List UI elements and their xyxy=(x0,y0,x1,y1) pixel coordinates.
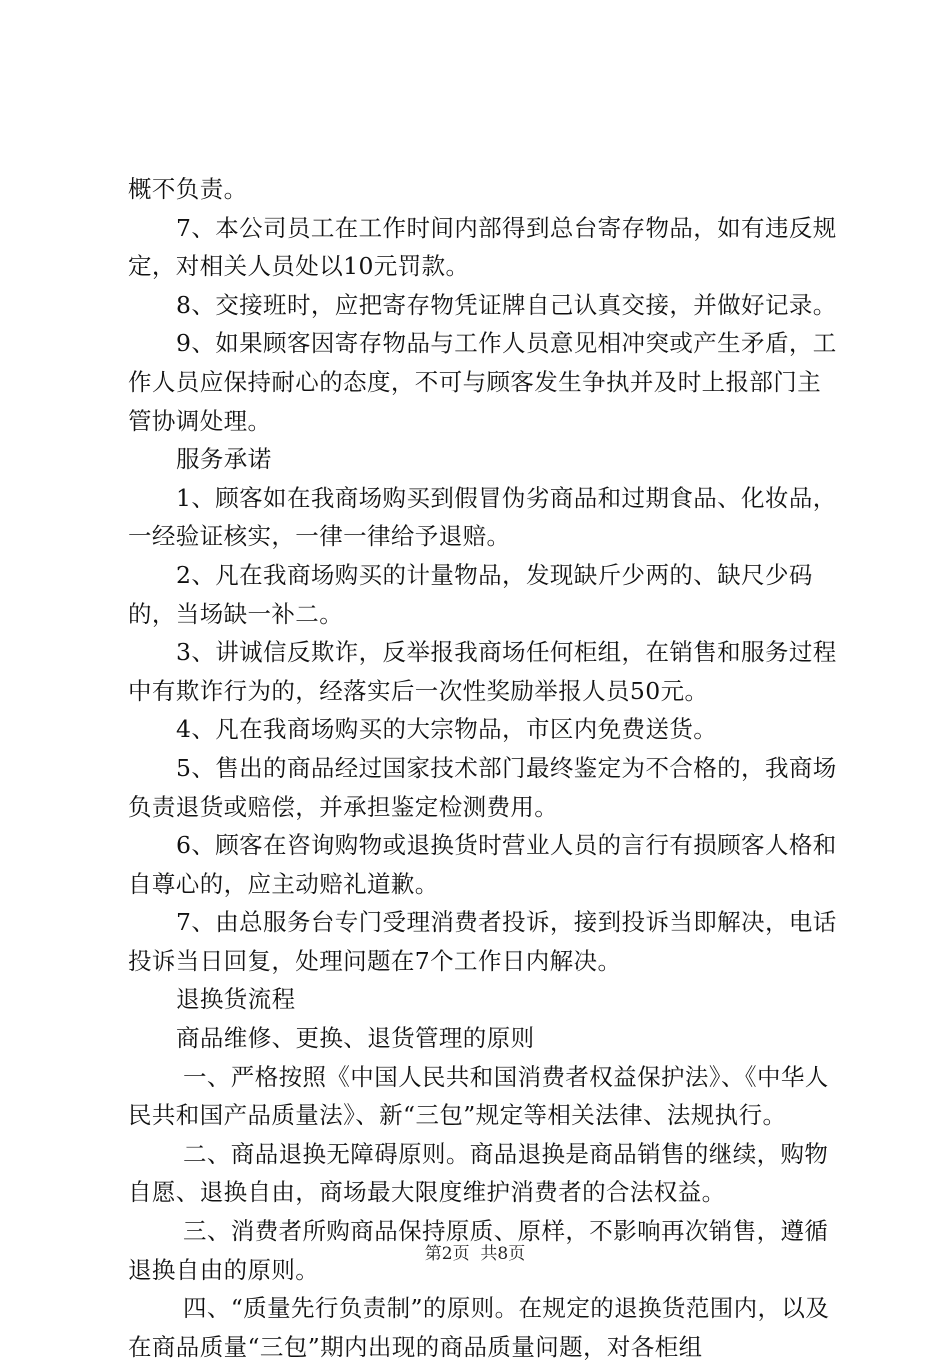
paragraph: 二、商品退换无障碍原则。商品退换是商品销售的继续，购物自愿、退换自由，商场最大限度维护消费者的合法权益。 xyxy=(128,1139,829,1207)
paragraph: 7、本公司员工在工作时间内部得到总台寄存物品，如有违反规定，对相关人员处以10元罚款。 xyxy=(128,213,837,281)
page-number-label: 第2页 共8页 xyxy=(424,1244,526,1264)
subsection-heading: 商品维修、更换、退货管理的原则 xyxy=(176,1024,535,1053)
document-body xyxy=(128,170,840,1366)
paragraph: 3、讲诚信反欺诈，反举报我商场任何柜组，在销售和服务过程中有欺诈行为的，经落实后一次性奖励举报人员50元。 xyxy=(128,638,837,705)
paragraph: 9、如果顾客因寄存物品与工作人员意见相冲突或产生矛盾，工作人员应保持耐心的态度，不可与顾客发生争执并及时上报部门主管协调处理。 xyxy=(128,329,837,435)
paragraph: 概不负责。 xyxy=(128,175,248,203)
section-heading: 退换货流程 xyxy=(176,985,296,1014)
paragraph: 四、“质量先行负责制”的原则。在规定的退换货范围内，以及在商品质量“三包”期内出现的商品质量问题，对各柜组 xyxy=(128,1294,830,1361)
paragraph: 三、消费者所购商品保持原质、原样，不影响再次销售，遵循退换自由的原则。 xyxy=(128,1217,829,1284)
paragraph: 7、由总服务台专门受理消费者投诉，接到投诉当即解决，电话投诉当日回复，处理问题在7个工作日内解决。 xyxy=(128,908,837,975)
paragraph: 1、顾客如在我商场购买到假冒伪劣商品和过期食品、化妆品，一经验证核实，一律一律给予退赔。 xyxy=(128,483,837,551)
paragraph: 8、交接班时，应把寄存物凭证牌自己认真交接，并做好记录。 xyxy=(176,290,837,319)
paragraph: 6、顾客在咨询购物或退换货时营业人员的言行有损顾客人格和自尊心的，应主动赔礼道歉。 xyxy=(128,831,837,898)
paragraph: 一、严格按照《中国人民共和国消费者权益保护法》、《中华人民共和国产品质量法》、新“三包”规定等相关法律、法规执行。 xyxy=(128,1062,829,1130)
page-footer xyxy=(0,1243,950,1265)
paragraph: 5、售出的商品经过国家技术部门最终鉴定为不合格的，我商场负责退货或赔偿，并承担鉴定检测费用。 xyxy=(128,753,837,821)
section-heading: 服务承诺 xyxy=(176,445,272,474)
paragraph: 2、凡在我商场购买的计量物品，发现缺斤少两的、缺尺少码的，当场缺一补二。 xyxy=(128,560,813,628)
paragraph: 4、凡在我商场购买的大宗物品，市区内免费送货。 xyxy=(176,715,718,744)
